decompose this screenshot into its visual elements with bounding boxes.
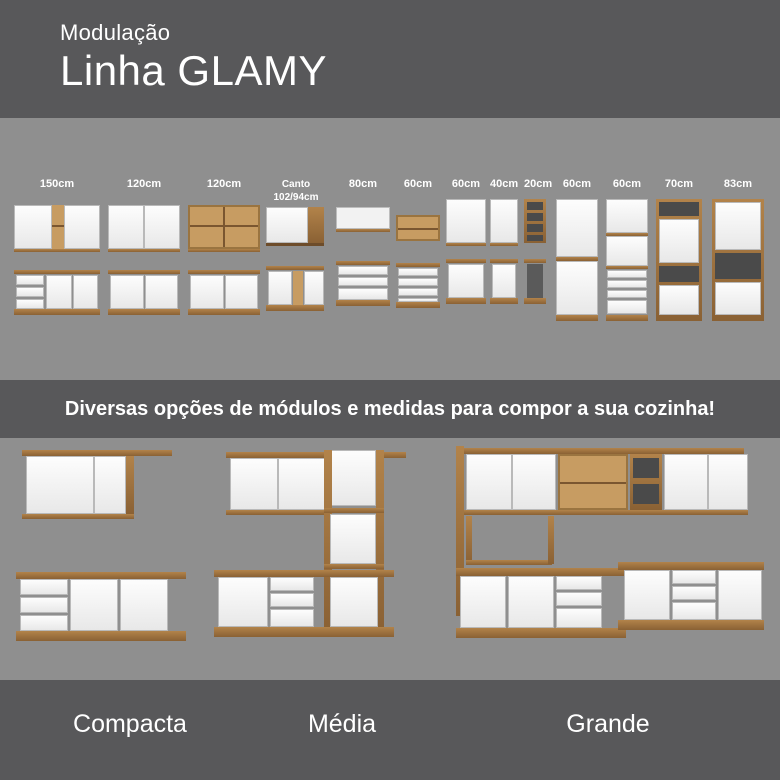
module-item	[490, 178, 518, 309]
module-upper-art	[490, 199, 518, 249]
module-item	[656, 178, 702, 325]
module-upper-art	[396, 215, 440, 255]
composition-label-grande: Grande	[566, 710, 650, 738]
module-size-label: Canto	[281, 179, 311, 190]
module-upper-art	[188, 199, 260, 254]
module-lower-art	[524, 259, 546, 309]
module-size-label: 150cm	[39, 178, 75, 190]
module-item	[712, 178, 764, 325]
module-item	[524, 178, 553, 309]
module-lower-art	[446, 259, 486, 309]
module-size-label: 120cm	[206, 178, 242, 190]
modules-strip	[0, 118, 780, 380]
module-tall-art	[712, 199, 764, 325]
composition-label-media: Média	[307, 710, 377, 738]
module-item	[606, 178, 648, 325]
module-item	[108, 178, 180, 320]
module-lower-art	[188, 270, 260, 320]
module-item	[266, 178, 326, 316]
module-item	[446, 178, 486, 309]
module-size-label: 60cm	[562, 178, 592, 190]
module-size-label: 60cm	[612, 178, 642, 190]
composition-media	[212, 444, 432, 670]
footer-band	[0, 680, 780, 780]
module-upper-art	[266, 207, 326, 249]
module-upper-art	[108, 199, 180, 254]
module-item	[396, 178, 440, 313]
module-item	[556, 178, 598, 325]
module-upper-art	[336, 207, 390, 247]
module-lower-art	[266, 266, 326, 316]
module-size-label: 20cm	[524, 178, 553, 190]
module-tall-art	[606, 199, 648, 325]
header-subtitle: Modulação	[60, 20, 171, 45]
module-size-label: 40cm	[490, 178, 519, 190]
module-size-label: 80cm	[348, 178, 378, 190]
compositions-strip	[0, 438, 780, 680]
module-lower-art	[336, 261, 390, 311]
module-size-label: 60cm	[403, 178, 433, 190]
module-size-label-2: 102/94cm	[273, 192, 319, 203]
module-tall-art	[656, 199, 702, 325]
page-title: Linha GLAMY	[60, 47, 327, 94]
tagline-band	[0, 380, 780, 438]
module-lower-art	[490, 259, 518, 309]
module-size-label: 60cm	[451, 178, 481, 190]
module-lower-art	[14, 270, 100, 320]
tagline-text: Diversas opções de módulos e medidas para compor a sua cozinha!	[64, 397, 716, 420]
composition-compacta	[14, 448, 194, 668]
module-item	[14, 178, 100, 320]
module-item	[188, 178, 260, 320]
module-size-label: 120cm	[126, 178, 162, 190]
composition-grande	[448, 442, 768, 672]
composition-label-compacta: Compacta	[73, 710, 187, 738]
module-size-label: 70cm	[664, 178, 694, 190]
module-lower-art	[108, 270, 180, 320]
module-size-label: 83cm	[723, 178, 753, 190]
module-item	[336, 178, 390, 311]
module-lower-art	[396, 263, 440, 313]
header-band	[0, 0, 780, 118]
module-upper-art	[524, 199, 546, 249]
module-tall-art	[556, 199, 598, 325]
module-upper-art	[14, 199, 100, 254]
module-upper-art	[446, 199, 486, 249]
